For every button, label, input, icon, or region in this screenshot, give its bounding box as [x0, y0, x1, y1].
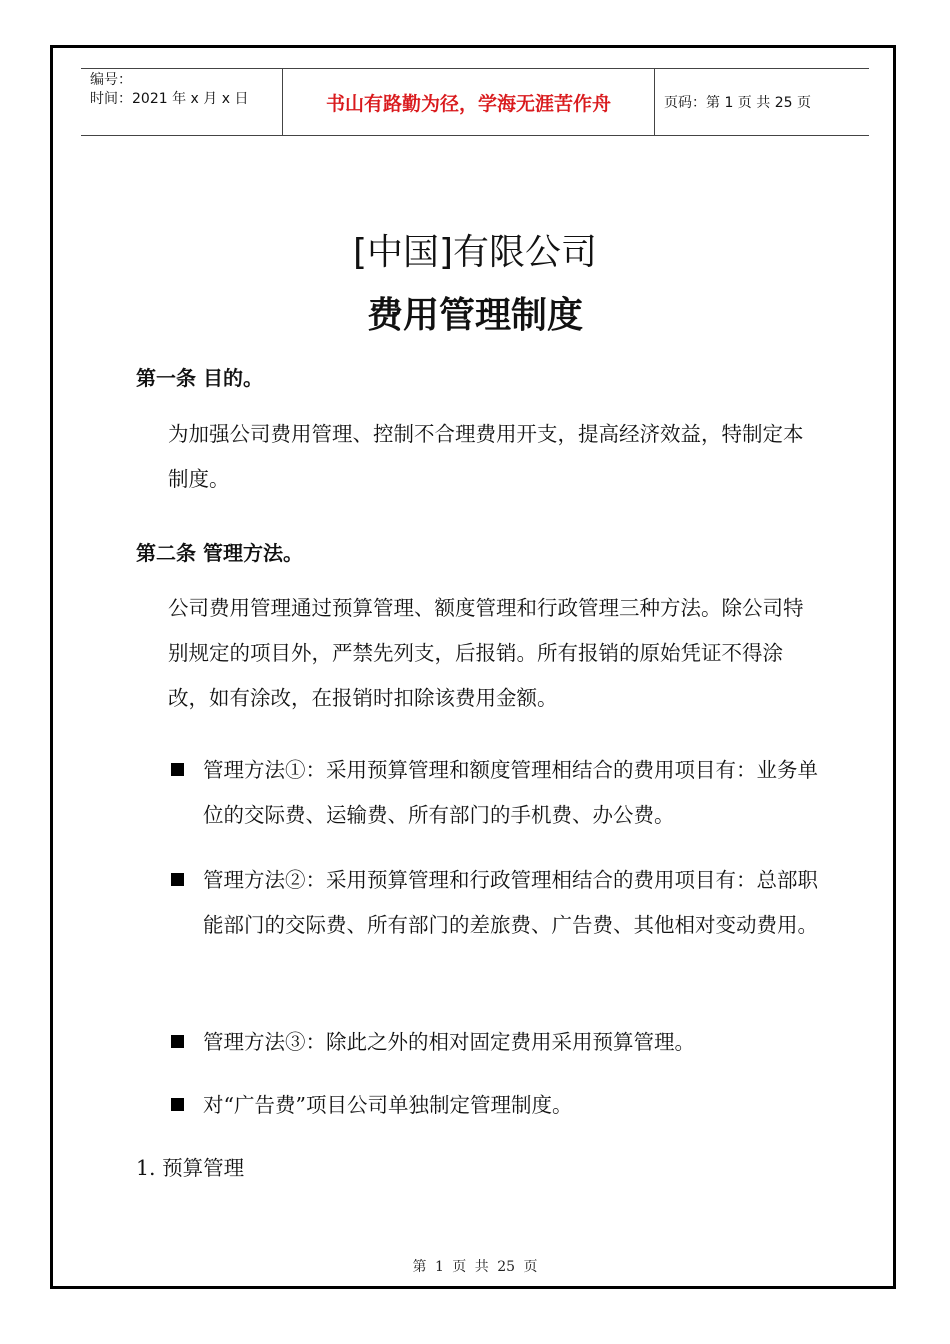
- article2-heading: 第二条 管理方法。: [136, 541, 303, 565]
- list-item-text: 对“广告费”项目公司单独制定管理制度。: [203, 1093, 573, 1117]
- square-bullet-icon: [171, 1098, 184, 1111]
- list-item-text: 管理方法②：采用预算管理和行政管理相结合的费用项目有：总部职能部门的交际费、所有部门的差旅费、广告费、其他相对变动费用。: [203, 868, 818, 937]
- square-bullet-icon: [171, 1035, 184, 1048]
- header-divider-right: [654, 68, 655, 136]
- list-item: [171, 748, 821, 838]
- header-motto: 书山有路勤为径，学海无涯苦作舟: [325, 92, 611, 115]
- document-title-company: [中国]有限公司: [352, 232, 598, 273]
- header-meta: [90, 71, 248, 109]
- list-item-text: 管理方法③：除此之外的相对固定费用采用预算管理。: [203, 1030, 695, 1054]
- header-number-label: 编号：: [90, 72, 132, 88]
- article1-heading: 第一条 目的。: [136, 366, 263, 390]
- square-bullet-icon: [171, 763, 184, 776]
- document-title-main: 费用管理制度: [366, 294, 583, 336]
- section-item-budget: 1. 预算管理: [136, 1156, 245, 1180]
- list-item-text: 管理方法①：采用预算管理和额度管理相结合的费用项目有：业务单位的交际费、运输费、所有部门的手机费、办公费。: [203, 758, 818, 827]
- article1-text: 为加强公司费用管理、控制不合理费用开支，提高经济效益，特制定本制度。: [168, 422, 804, 491]
- list-item: [171, 858, 821, 948]
- square-bullet-icon: [171, 873, 184, 886]
- header-page-info: 页码：第 1 页 共 25 页: [664, 95, 811, 111]
- header-time-label: 时间：2021 年 x 月 x 日: [90, 91, 249, 107]
- list-item: [171, 1020, 821, 1065]
- page-footer: 第 1 页 共 25 页: [412, 1259, 538, 1275]
- list-item: [171, 1083, 821, 1128]
- article2-text: 公司费用管理通过预算管理、额度管理和行政管理三种方法。除公司特别规定的项目外，严禁先列支，后报销。所有报销的原始凭证不得涂改，如有涂改，在报销时扣除该费用金额。: [168, 596, 804, 710]
